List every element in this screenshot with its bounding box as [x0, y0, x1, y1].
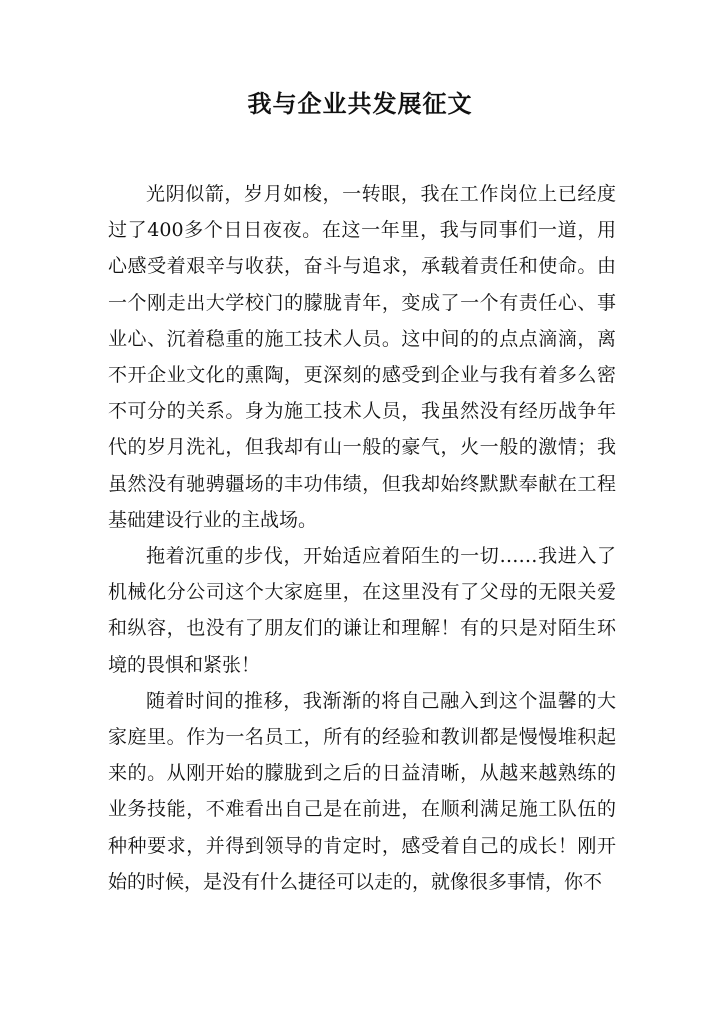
paragraph-1: 光阴似箭，岁月如梭，一转眼，我在工作岗位上已经度过了400多个日日夜夜。在这一年里，我与同事们一道，用心感受着艰辛与收获，奋斗与追求，承载着责任和使命。由一个刚走出大学校门的朦胧青年，变成了一个有责任心、事业心、沉着稳重的施工技术人员。这中间的的点点滴滴，离不开企业文化的熏陶，更深刻的感受到企业与我有着多么密不可分的关系。身为施工技术人员，我虽然没有经历战争年代的岁月洗礼，但我却有山一般的豪气，火一般的激情；我虽然没有驰骋疆场的丰功伟绩，但我却始终默默奉献在工程基础建设行业的主战场。 [108, 183, 616, 531]
paragraph-2: 拖着沉重的步伐，开始适应着陌生的一切……我进入了机械化分公司这个大家庭里，在这里没有了父母的无限关爱和纵容，也没有了朋友们的谦让和理解！有的只是对陌生环境的畏惧和紧张！ [108, 545, 616, 676]
paragraph-3: 随着时间的推移，我渐渐的将自己融入到这个温馨的大家庭里。作为一名员工，所有的经验和教训都是慢慢堆积起来的。从刚开始的朦胧到之后的日益清晰，从越来越熟练的业务技能，不难看出自己是在前进，在顺利满足施工队伍的种种要求，并得到领导的肯定时，感受着自己的成长！刚开始的时候，是没有什么捷径可以走的，就像很多事情，你不 [108, 689, 616, 893]
document-body [108, 176, 616, 900]
document-title: 我与企业共发展征文 [247, 90, 473, 118]
